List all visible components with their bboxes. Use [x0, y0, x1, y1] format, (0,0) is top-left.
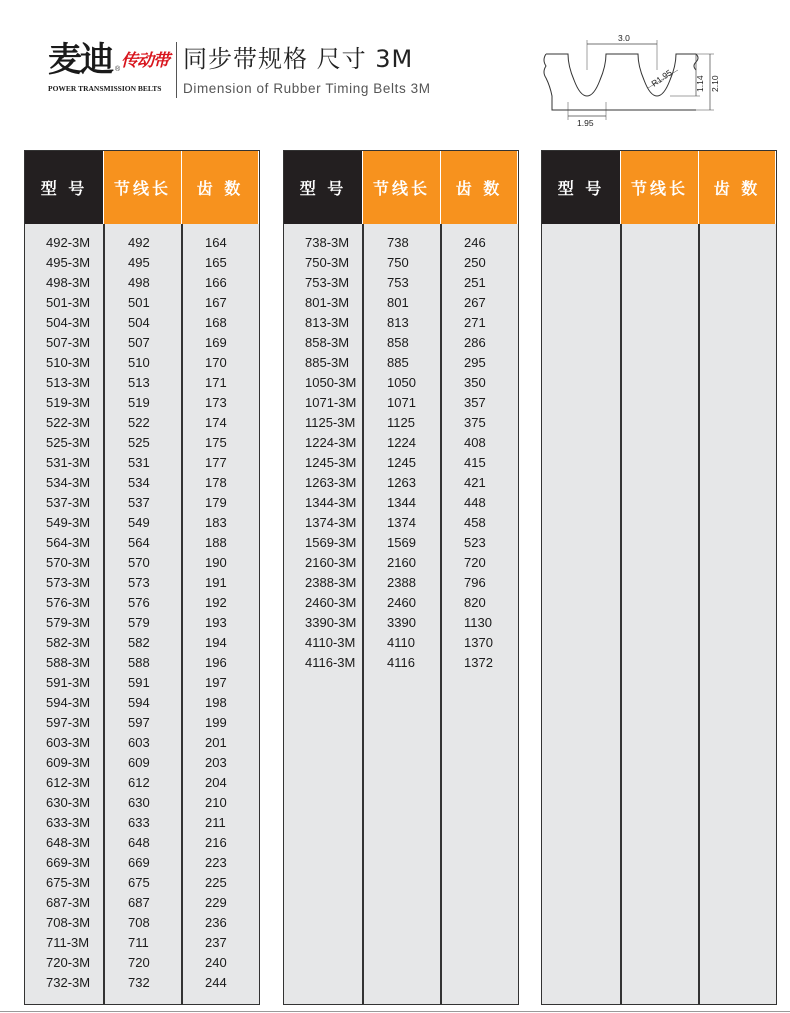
teeth-cell: 458 — [464, 515, 486, 530]
teeth-cell: 171 — [205, 375, 227, 390]
table-row — [25, 633, 259, 653]
table-row — [25, 493, 259, 513]
teeth-cell: 173 — [205, 395, 227, 410]
pitch-length-cell: 573 — [128, 575, 150, 590]
model-cell: 597-3M — [46, 715, 91, 730]
pitch-length-cell: 597 — [128, 715, 150, 730]
pitch-length-cell: 1569 — [387, 535, 416, 550]
model-cell: 720-3M — [46, 955, 91, 970]
model-cell: 576-3M — [46, 595, 91, 610]
model-cell: 492-3M — [46, 235, 91, 250]
spec-table-1 — [24, 150, 260, 1005]
model-cell: 603-3M — [46, 735, 91, 750]
teeth-cell: 210 — [205, 795, 227, 810]
page-header — [0, 0, 790, 140]
pitch-length-cell: 750 — [387, 255, 409, 270]
model-cell: 1125-3M — [305, 415, 356, 430]
pitch-label: 3.0 — [618, 33, 630, 43]
model-cell: 564-3M — [46, 535, 91, 550]
teeth-cell: 194 — [205, 635, 227, 650]
teeth-cell: 196 — [205, 655, 227, 670]
teeth-cell: 198 — [205, 695, 227, 710]
page-bottom-rule — [0, 1011, 790, 1012]
teeth-cell: 201 — [205, 735, 227, 750]
table-row — [25, 273, 259, 293]
teeth-cell: 350 — [464, 375, 486, 390]
logo-english-name: POWER TRANSMISSION BELTS — [48, 84, 162, 93]
table-row — [25, 613, 259, 633]
tooth-height-label: 1.14 — [695, 75, 705, 92]
table-row — [25, 873, 259, 893]
pitch-length-cell: 2388 — [387, 575, 416, 590]
table-row — [25, 473, 259, 493]
teeth-cell: 174 — [205, 415, 227, 430]
page-subtitle: Dimension of Rubber Timing Belts 3M — [183, 81, 431, 96]
table-row — [284, 533, 518, 553]
teeth-cell: 204 — [205, 775, 227, 790]
belt-profile-outline — [544, 54, 696, 110]
table-row — [284, 653, 518, 673]
table-row — [25, 973, 259, 993]
model-cell: 675-3M — [46, 875, 91, 890]
teeth-cell: 190 — [205, 555, 227, 570]
teeth-cell: 448 — [464, 495, 486, 510]
model-cell: 750-3M — [305, 255, 350, 270]
table-row — [284, 253, 518, 273]
pitch-length-cell: 720 — [128, 955, 150, 970]
column-header-pitch-length: 节线长 — [103, 151, 181, 224]
model-cell: 534-3M — [46, 475, 91, 490]
pitch-length-cell: 858 — [387, 335, 409, 350]
pitch-length-cell: 3390 — [387, 615, 416, 630]
table-row — [25, 713, 259, 733]
teeth-cell: 223 — [205, 855, 227, 870]
pitch-length-cell: 564 — [128, 535, 150, 550]
table-row — [25, 533, 259, 553]
pitch-length-cell: 633 — [128, 815, 150, 830]
model-cell: 3390-3M — [305, 615, 357, 630]
teeth-cell: 175 — [205, 435, 227, 450]
model-cell: 507-3M — [46, 335, 91, 350]
model-cell: 738-3M — [305, 235, 350, 250]
teeth-cell: 177 — [205, 455, 227, 470]
model-cell: 591-3M — [46, 675, 91, 690]
model-cell: 594-3M — [46, 695, 91, 710]
pitch-length-cell: 582 — [128, 635, 150, 650]
model-cell: 504-3M — [46, 315, 91, 330]
pitch-length-cell: 813 — [387, 315, 409, 330]
model-cell: 2160-3M — [305, 555, 357, 570]
model-cell: 519-3M — [46, 395, 91, 410]
table-row — [284, 293, 518, 313]
table-row — [25, 373, 259, 393]
table-row — [25, 733, 259, 753]
pitch-length-cell: 501 — [128, 295, 150, 310]
teeth-cell: 192 — [205, 595, 227, 610]
pitch-length-cell: 1344 — [387, 495, 416, 510]
teeth-cell: 188 — [205, 535, 227, 550]
teeth-cell: 240 — [205, 955, 227, 970]
table-body — [284, 224, 518, 1004]
table-row — [25, 933, 259, 953]
table-row — [284, 593, 518, 613]
table-row — [284, 233, 518, 253]
table-row — [284, 273, 518, 293]
model-cell: 732-3M — [46, 975, 91, 990]
teeth-cell: 166 — [205, 275, 227, 290]
teeth-cell: 169 — [205, 335, 227, 350]
pitch-length-cell: 4116 — [387, 655, 415, 670]
table-row — [25, 953, 259, 973]
table-row — [25, 593, 259, 613]
table-row — [25, 893, 259, 913]
teeth-cell: 246 — [464, 235, 486, 250]
column-header-teeth: 齿 数 — [181, 151, 258, 224]
teeth-cell: 421 — [464, 475, 486, 490]
teeth-cell: 216 — [205, 835, 227, 850]
logo-tagline: 传动带 — [121, 51, 169, 71]
teeth-cell: 1372 — [464, 655, 493, 670]
pitch-length-cell: 1374 — [387, 515, 416, 530]
model-cell: 609-3M — [46, 755, 91, 770]
model-cell: 570-3M — [46, 555, 91, 570]
table-row — [25, 333, 259, 353]
model-cell: 1224-3M — [305, 435, 357, 450]
teeth-cell: 170 — [205, 355, 227, 370]
model-cell: 612-3M — [46, 775, 91, 790]
teeth-cell: 244 — [205, 975, 227, 990]
model-cell: 813-3M — [305, 315, 350, 330]
pitch-length-cell: 2460 — [387, 595, 416, 610]
model-cell: 495-3M — [46, 255, 91, 270]
pitch-length-cell: 1263 — [387, 475, 416, 490]
column-header-teeth: 齿 数 — [440, 151, 517, 224]
pitch-length-cell: 708 — [128, 915, 150, 930]
table-row — [25, 513, 259, 533]
model-cell: 801-3M — [305, 295, 350, 310]
table-row — [25, 673, 259, 693]
pitch-length-cell: 609 — [128, 755, 150, 770]
model-cell: 513-3M — [46, 375, 91, 390]
model-cell: 501-3M — [46, 295, 91, 310]
pitch-length-cell: 498 — [128, 275, 150, 290]
pitch-length-cell: 738 — [387, 235, 409, 250]
table-row — [284, 493, 518, 513]
teeth-cell: 191 — [205, 575, 227, 590]
tooth-width-label: 1.95 — [577, 118, 594, 128]
pitch-length-cell: 885 — [387, 355, 409, 370]
model-cell: 885-3M — [305, 355, 350, 370]
table-row — [284, 513, 518, 533]
model-cell: 1071-3M — [305, 395, 357, 410]
table-row — [25, 253, 259, 273]
table-row — [284, 313, 518, 333]
pitch-length-cell: 1050 — [387, 375, 416, 390]
table-row — [284, 453, 518, 473]
teeth-cell: 295 — [464, 355, 486, 370]
brand-logo — [48, 40, 173, 100]
column-header-model: 型 号 — [542, 151, 620, 224]
table-row — [284, 433, 518, 453]
table-row — [284, 333, 518, 353]
column-header-model: 型 号 — [284, 151, 362, 224]
table-row — [284, 573, 518, 593]
pitch-length-cell: 519 — [128, 395, 150, 410]
teeth-cell: 179 — [205, 495, 227, 510]
table-row — [25, 233, 259, 253]
column-header-pitch-length: 节线长 — [362, 151, 440, 224]
teeth-cell: 357 — [464, 395, 486, 410]
model-cell: 1245-3M — [305, 455, 357, 470]
pitch-length-cell: 1245 — [387, 455, 416, 470]
column-header-model: 型 号 — [25, 151, 103, 224]
model-cell: 1263-3M — [305, 475, 357, 490]
model-cell: 579-3M — [46, 615, 91, 630]
teeth-cell: 199 — [205, 715, 227, 730]
table-row — [284, 633, 518, 653]
belt-tooth-profile-diagram — [530, 30, 730, 130]
model-cell: 522-3M — [46, 415, 91, 430]
teeth-cell: 1130 — [464, 615, 492, 630]
registered-mark: ® — [115, 66, 121, 73]
table-row — [25, 653, 259, 673]
table-body — [542, 224, 776, 1004]
teeth-cell: 523 — [464, 535, 486, 550]
pitch-length-cell: 495 — [128, 255, 150, 270]
table-row — [25, 813, 259, 833]
model-cell: 1374-3M — [305, 515, 357, 530]
pitch-length-cell: 675 — [128, 875, 150, 890]
model-cell: 1050-3M — [305, 375, 357, 390]
table-row — [25, 313, 259, 333]
model-cell: 1569-3M — [305, 535, 357, 550]
teeth-cell: 271 — [464, 315, 486, 330]
pitch-length-cell: 510 — [128, 355, 150, 370]
model-cell: 630-3M — [46, 795, 91, 810]
model-cell: 4110-3M — [305, 635, 356, 650]
pitch-length-cell: 570 — [128, 555, 150, 570]
model-cell: 549-3M — [46, 515, 91, 530]
table-row — [25, 753, 259, 773]
table-header — [542, 151, 776, 224]
table-row — [25, 853, 259, 873]
teeth-cell: 203 — [205, 755, 227, 770]
spec-table-2 — [283, 150, 519, 1005]
column-divider — [698, 224, 700, 1004]
radius-label: R1.95 — [649, 67, 674, 89]
model-cell: 687-3M — [46, 895, 91, 910]
model-cell: 2460-3M — [305, 595, 357, 610]
teeth-cell: 408 — [464, 435, 486, 450]
table-row — [25, 913, 259, 933]
pitch-length-cell: 1125 — [387, 415, 415, 430]
spec-table-3 — [541, 150, 777, 1005]
teeth-cell: 1370 — [464, 635, 493, 650]
pitch-length-cell: 591 — [128, 675, 150, 690]
pitch-length-cell: 525 — [128, 435, 150, 450]
teeth-cell: 229 — [205, 895, 227, 910]
pitch-length-cell: 549 — [128, 515, 150, 530]
header-divider — [176, 42, 177, 98]
table-row — [25, 393, 259, 413]
teeth-cell: 720 — [464, 555, 486, 570]
table-header — [25, 151, 259, 224]
teeth-cell: 211 — [205, 815, 226, 830]
table-row — [25, 353, 259, 373]
pitch-length-cell: 1224 — [387, 435, 416, 450]
pitch-length-cell: 504 — [128, 315, 150, 330]
model-cell: 510-3M — [46, 355, 91, 370]
teeth-cell: 250 — [464, 255, 486, 270]
total-height-label: 2.10 — [710, 75, 720, 92]
pitch-length-cell: 648 — [128, 835, 150, 850]
pitch-length-cell: 603 — [128, 735, 150, 750]
table-row — [284, 393, 518, 413]
table-row — [284, 353, 518, 373]
table-row — [284, 553, 518, 573]
pitch-length-cell: 732 — [128, 975, 150, 990]
pitch-length-cell: 579 — [128, 615, 150, 630]
teeth-cell: 237 — [205, 935, 227, 950]
teeth-cell: 375 — [464, 415, 486, 430]
model-cell: 669-3M — [46, 855, 91, 870]
model-cell: 525-3M — [46, 435, 91, 450]
pitch-length-cell: 711 — [128, 935, 149, 950]
table-row — [25, 293, 259, 313]
pitch-length-cell: 630 — [128, 795, 150, 810]
pitch-length-cell: 507 — [128, 335, 150, 350]
pitch-length-cell: 576 — [128, 595, 150, 610]
page-title: 同步带规格 尺寸 3M — [183, 45, 414, 73]
model-cell: 2388-3M — [305, 575, 357, 590]
model-cell: 753-3M — [305, 275, 350, 290]
teeth-cell: 197 — [205, 675, 227, 690]
model-cell: 711-3M — [46, 935, 90, 950]
table-row — [25, 553, 259, 573]
table-body — [25, 224, 259, 1004]
model-cell: 648-3M — [46, 835, 91, 850]
table-row — [25, 433, 259, 453]
pitch-length-cell: 801 — [387, 295, 409, 310]
teeth-cell: 168 — [205, 315, 227, 330]
table-row — [25, 413, 259, 433]
model-cell: 858-3M — [305, 335, 350, 350]
pitch-length-cell: 531 — [128, 455, 150, 470]
table-row — [284, 613, 518, 633]
teeth-cell: 164 — [205, 235, 227, 250]
teeth-cell: 183 — [205, 515, 227, 530]
teeth-cell: 267 — [464, 295, 486, 310]
model-cell: 1344-3M — [305, 495, 357, 510]
pitch-length-cell: 2160 — [387, 555, 416, 570]
teeth-cell: 193 — [205, 615, 227, 630]
teeth-cell: 236 — [205, 915, 227, 930]
pitch-length-cell: 534 — [128, 475, 150, 490]
table-row — [25, 833, 259, 853]
pitch-length-cell: 537 — [128, 495, 150, 510]
column-header-teeth: 齿 数 — [698, 151, 775, 224]
table-row — [25, 453, 259, 473]
table-row — [284, 373, 518, 393]
pitch-length-cell: 513 — [128, 375, 150, 390]
teeth-cell: 415 — [464, 455, 486, 470]
table-row — [284, 413, 518, 433]
table-rows — [25, 233, 259, 993]
teeth-cell: 225 — [205, 875, 227, 890]
teeth-cell: 820 — [464, 595, 486, 610]
pitch-length-cell: 753 — [387, 275, 409, 290]
model-cell: 633-3M — [46, 815, 91, 830]
model-cell: 708-3M — [46, 915, 91, 930]
logo-chinese-name: 麦迪 — [48, 40, 112, 80]
table-row — [284, 473, 518, 493]
pitch-length-cell: 522 — [128, 415, 150, 430]
model-cell: 4116-3M — [305, 655, 356, 670]
table-header — [284, 151, 518, 224]
teeth-cell: 251 — [464, 275, 486, 290]
pitch-length-cell: 594 — [128, 695, 150, 710]
column-header-pitch-length: 节线长 — [620, 151, 698, 224]
teeth-cell: 167 — [205, 295, 227, 310]
pitch-length-cell: 669 — [128, 855, 150, 870]
pitch-length-cell: 1071 — [387, 395, 416, 410]
teeth-cell: 796 — [464, 575, 486, 590]
table-row — [25, 693, 259, 713]
table-row — [25, 793, 259, 813]
model-cell: 498-3M — [46, 275, 91, 290]
table-row — [25, 573, 259, 593]
pitch-length-cell: 4110 — [387, 635, 415, 650]
table-rows — [284, 233, 518, 673]
teeth-cell: 178 — [205, 475, 227, 490]
pitch-length-cell: 492 — [128, 235, 150, 250]
table-row — [25, 773, 259, 793]
column-divider — [620, 224, 622, 1004]
teeth-cell: 165 — [205, 255, 227, 270]
model-cell: 537-3M — [46, 495, 91, 510]
teeth-cell: 286 — [464, 335, 486, 350]
model-cell: 573-3M — [46, 575, 91, 590]
model-cell: 588-3M — [46, 655, 91, 670]
model-cell: 582-3M — [46, 635, 91, 650]
pitch-length-cell: 687 — [128, 895, 150, 910]
model-cell: 531-3M — [46, 455, 91, 470]
pitch-length-cell: 612 — [128, 775, 150, 790]
pitch-length-cell: 588 — [128, 655, 150, 670]
